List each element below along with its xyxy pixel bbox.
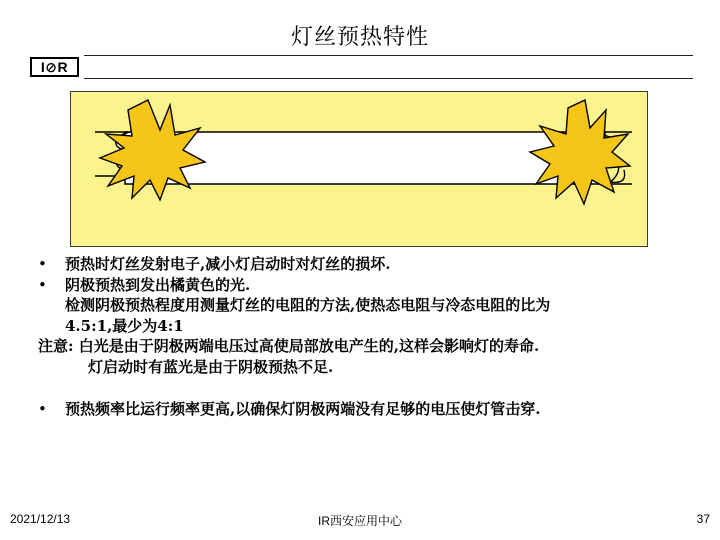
bullet-item	[38, 275, 698, 296]
note-continuation: 灯启动时有蓝光是由于阴极预热不足.	[88, 357, 334, 376]
bullet-marker: •	[38, 255, 47, 273]
bullet-continuation: 4.5:1,最少为4:1	[65, 316, 184, 335]
bullet-continuation: 检测阴极预热程度用测量灯丝的电阻的方法,使热态电阻与冷态电阻的比为	[65, 296, 551, 314]
content-text	[38, 254, 698, 420]
bullet-text: 预热频率比运行频率更高,以确保灯阴极两端没有足够的电压使灯管击穿.	[65, 400, 541, 418]
footer-date: 2021/12/13	[10, 512, 71, 526]
ir-logo: I⊘R	[30, 57, 79, 77]
bullet-item	[38, 254, 698, 275]
page-number: 37	[696, 512, 710, 526]
bullet-text: 预热时灯丝发射电子,减小灯启动时对灯丝的损坏.	[65, 255, 391, 273]
right-glow-burst	[530, 100, 630, 204]
footer-org: IR西安应用中心	[317, 514, 402, 528]
bullet-item	[38, 399, 698, 420]
bullet-text: 阴极预热到发出橘黄色的光.	[65, 275, 251, 294]
bullet-marker: •	[38, 275, 47, 294]
note-line: 注意: 白光是由于阴极两端电压过高使局部放电产生的,这样会影响灯的寿命.	[38, 337, 540, 355]
bullet-marker: •	[38, 400, 47, 418]
slide-title: 灯丝预热特性	[290, 25, 429, 50]
